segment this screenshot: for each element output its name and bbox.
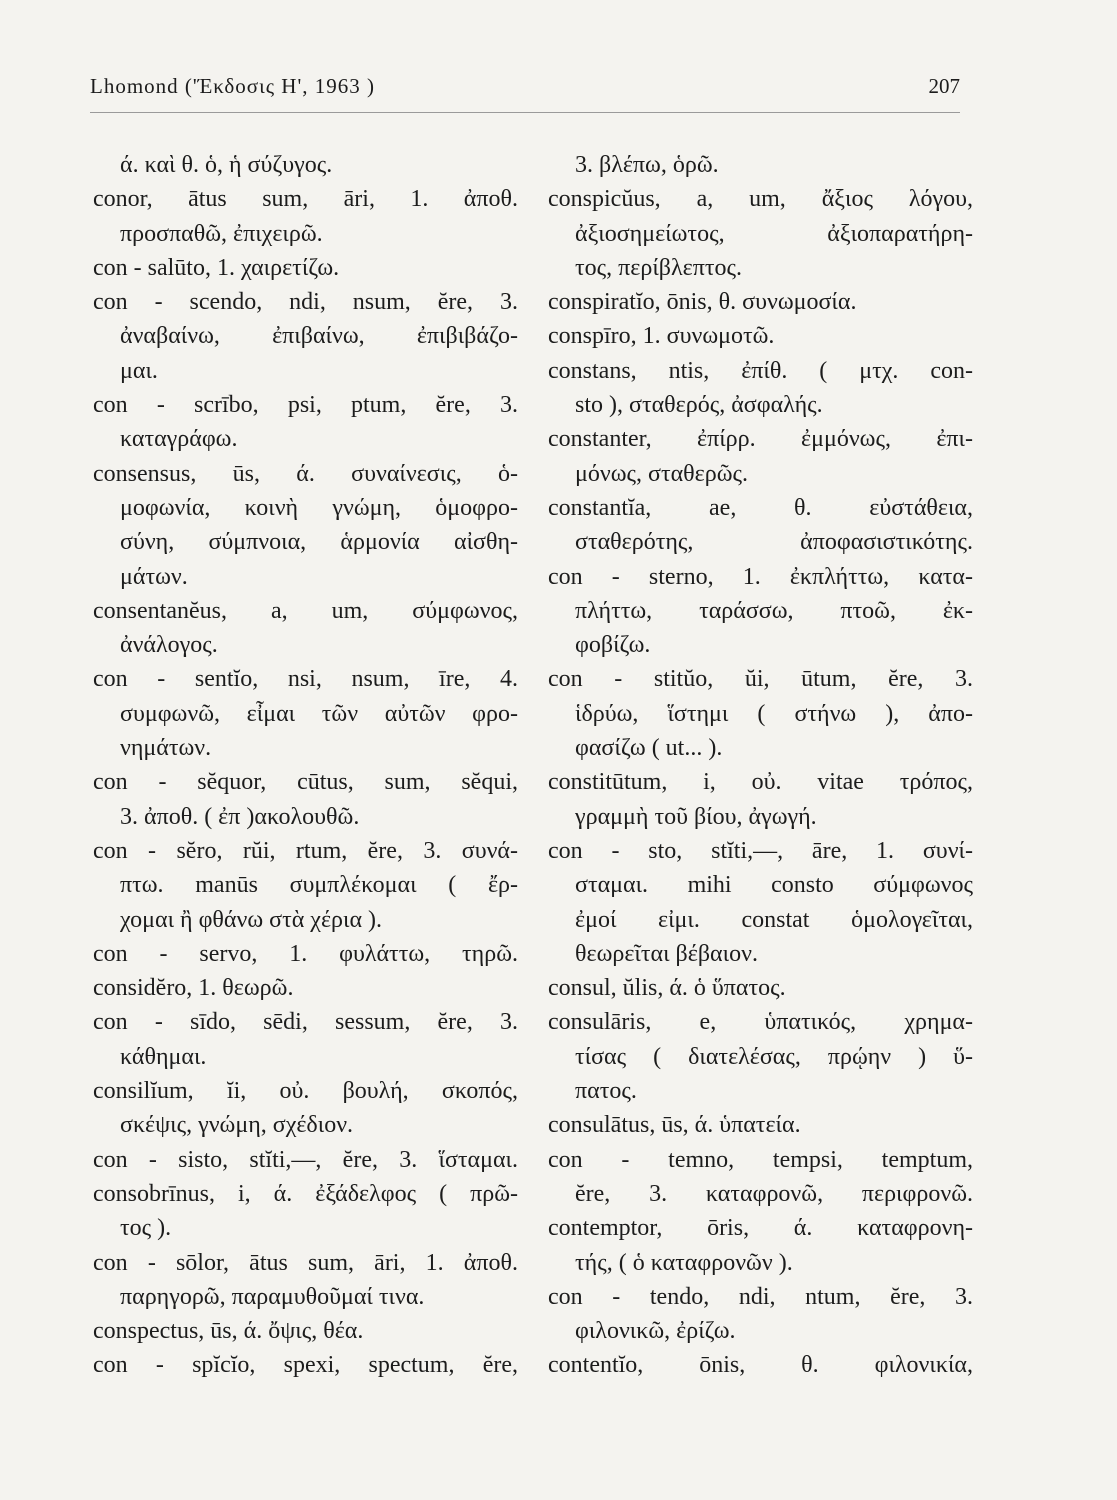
page-number: 207: [928, 74, 960, 98]
dictionary-line: παρηγορῶ, παραμυθοῦμαί τινα.: [120, 1283, 425, 1310]
dictionary-line: con - sto, stĭti,—, āre, 1. συνί-: [548, 837, 973, 864]
dictionary-line: contemptor, ōris, ά. καταφρονη-: [548, 1215, 973, 1242]
dictionary-line: τος, περίβλεπτος.: [575, 254, 742, 281]
dictionary-line: τής, ( ὁ καταφρονῶν ).: [575, 1249, 793, 1276]
dictionary-line: con - servo, 1. φυλάττω, τηρῶ.: [93, 940, 518, 967]
dictionary-line: θεωρεῖται βέβαιον.: [575, 940, 758, 967]
header-rule: [90, 112, 960, 113]
dictionary-line: ἐμοί εἰμι. constat ὁμολογεῖται,: [575, 906, 973, 933]
dictionary-line: conspicŭus, a, um, ἄξιος λόγου,: [548, 186, 973, 213]
dictionary-line: πατος.: [575, 1078, 637, 1105]
dictionary-line: con - sōlor, ātus sum, āri, 1. ἀποθ.: [93, 1249, 518, 1276]
dictionary-line: constitūtum, i, οὐ. vitae τρόπος,: [548, 769, 973, 796]
dictionary-line: consentanĕus, a, um, σύμφωνος,: [93, 597, 518, 624]
dictionary-line: πλήττω, ταράσσω, πτοῶ, ἐκ-: [575, 597, 973, 624]
dictionary-line: ἱδρύω, ἵστημι ( στήνω ), ἀπο-: [575, 700, 973, 727]
dictionary-line: con - sterno, 1. ἐκπλήττω, κατα-: [548, 563, 973, 590]
dictionary-line: μάτων.: [120, 563, 188, 590]
dictionary-line: consulāris, e, ὑπατικός, χρημα-: [548, 1009, 973, 1036]
dictionary-line: con - sīdo, sēdi, sessum, ĕre, 3.: [93, 1009, 518, 1036]
dictionary-line: μόνως, σταθερῶς.: [575, 460, 749, 487]
dictionary-line: ĕre, 3. καταφρονῶ, περιφρονῶ.: [575, 1180, 973, 1207]
dictionary-line: con - scendo, ndi, nsum, ĕre, 3.: [93, 289, 518, 316]
dictionary-line: ἀξιοσημείωτος, ἀξιοπαρατήρη-: [575, 220, 973, 247]
dictionary-line: conor, ātus sum, āri, 1. ἀποθ.: [93, 186, 518, 213]
left-column: [93, 148, 518, 1383]
right-column: [548, 148, 973, 1383]
dictionary-line: ἀναβαίνω, ἐπιβαίνω, ἐπιβιβάζο-: [120, 323, 518, 350]
dictionary-line: προσπαθῶ, ἐπιχειρῶ.: [120, 220, 323, 247]
dictionary-line: con - sisto, stĭti,—, ĕre, 3. ἵσταμαι.: [93, 1146, 518, 1173]
dictionary-line: σταθερότης, ἀποφασιστικότης.: [575, 529, 973, 556]
dictionary-line: καταγράφω.: [120, 426, 238, 453]
dictionary-line: con - tendo, ndi, ntum, ĕre, 3.: [548, 1283, 973, 1310]
dictionary-line: con - sĕro, rŭi, rtum, ĕre, 3. συνά-: [93, 837, 518, 864]
dictionary-line: γραμμὴ τοῦ βίου, ἀγωγή.: [575, 803, 817, 830]
dictionary-line: con - sĕquor, cūtus, sum, sĕqui,: [93, 769, 518, 796]
dictionary-line: σκέψις, γνώμη, σχέδιον.: [120, 1112, 354, 1139]
dictionary-line: μοφωνία, κοινὴ γνώμη, ὁμοφρο-: [120, 494, 518, 521]
dictionary-line: φοβίζω.: [575, 632, 651, 659]
dictionary-line: con - salūto, 1. χαιρετίζω.: [93, 254, 340, 281]
dictionary-line: ἀνάλογος.: [120, 632, 218, 659]
dictionary-line: conspīro, 1. συνωμοτῶ.: [548, 323, 775, 350]
dictionary-line: φασίζω ( ut... ).: [575, 735, 723, 762]
dictionary-line: contentĭo, ōnis, θ. φιλονικία,: [548, 1352, 973, 1379]
dictionary-line: σύνη, σύμπνοια, ἁρμονία αἰσθη-: [120, 529, 518, 556]
header-title: Lhomond ('Έκδοσις Η', 1963 ): [90, 74, 376, 98]
dictionary-line: considĕro, 1. θεωρῶ.: [93, 975, 294, 1002]
dictionary-line: sto ), σταθερός, ἀσφαλής.: [575, 392, 823, 419]
dictionary-line: σταμαι. mihi consto σύμφωνος: [575, 872, 973, 899]
dictionary-line: con - temno, tempsi, temptum,: [548, 1146, 973, 1173]
dictionary-line: conspectus, ūs, ά. ὄψις, θέα.: [93, 1318, 364, 1345]
dictionary-line: 3. βλέπω, ὁρῶ.: [575, 152, 719, 178]
dictionary-line: constanter, ἐπίρρ. ἐμμόνως, ἐπι-: [548, 426, 973, 453]
dictionary-line: φιλονικῶ, ἐρίζω.: [575, 1318, 736, 1345]
dictionary-line: con - sentĭo, nsi, nsum, īre, 4.: [93, 666, 518, 693]
dictionary-line: χομαι ἢ φθάνω στὰ χέρια ).: [120, 906, 383, 933]
dictionary-line: consobrīnus, i, ά. ἐξάδελφος ( πρῶ-: [93, 1180, 518, 1207]
running-header: [90, 74, 960, 104]
dictionary-line: consul, ŭlis, ά. ὁ ὕπατος.: [548, 975, 786, 1002]
dictionary-line: con - spĭcĭo, spexi, spectum, ĕre,: [93, 1352, 518, 1379]
dictionary-line: consensus, ūs, ά. συναίνεσις, ὁ-: [93, 460, 518, 487]
dictionary-line: consulātus, ūs, ά. ὑπατεία.: [548, 1112, 801, 1139]
dictionary-line: νημάτων.: [120, 735, 212, 762]
dictionary-line: κάθημαι.: [120, 1043, 207, 1070]
dictionary-line: conspiratĭo, ōnis, θ. συνωμοσία.: [548, 289, 857, 316]
dictionary-line: consilĭum, ĭi, οὐ. βουλή, σκοπός,: [93, 1078, 518, 1105]
dictionary-line: πτω. manūs συμπλέκομαι ( ἔρ-: [120, 872, 518, 899]
dictionary-line: con - stitŭo, ŭi, ūtum, ĕre, 3.: [548, 666, 973, 693]
dictionary-line: τίσας ( διατελέσας, πρῴην ) ὕ-: [575, 1043, 973, 1070]
dictionary-line: τος ).: [120, 1215, 172, 1242]
dictionary-line: συμφωνῶ, εἶμαι τῶν αὐτῶν φρο-: [120, 700, 518, 727]
dictionary-line: 3. ἀποθ. ( ἐπ )ακολουθῶ.: [120, 803, 360, 830]
dictionary-line: ά. καὶ θ. ὁ, ἡ σύζυγος.: [120, 152, 333, 178]
dictionary-line: constantĭa, ae, θ. εὐστάθεια,: [548, 494, 973, 521]
dictionary-line: con - scrībo, psi, ptum, ĕre, 3.: [93, 392, 518, 419]
dictionary-line: μαι.: [120, 357, 158, 384]
dictionary-line: constans, ntis, ἐπίθ. ( μτχ. con-: [548, 357, 973, 384]
